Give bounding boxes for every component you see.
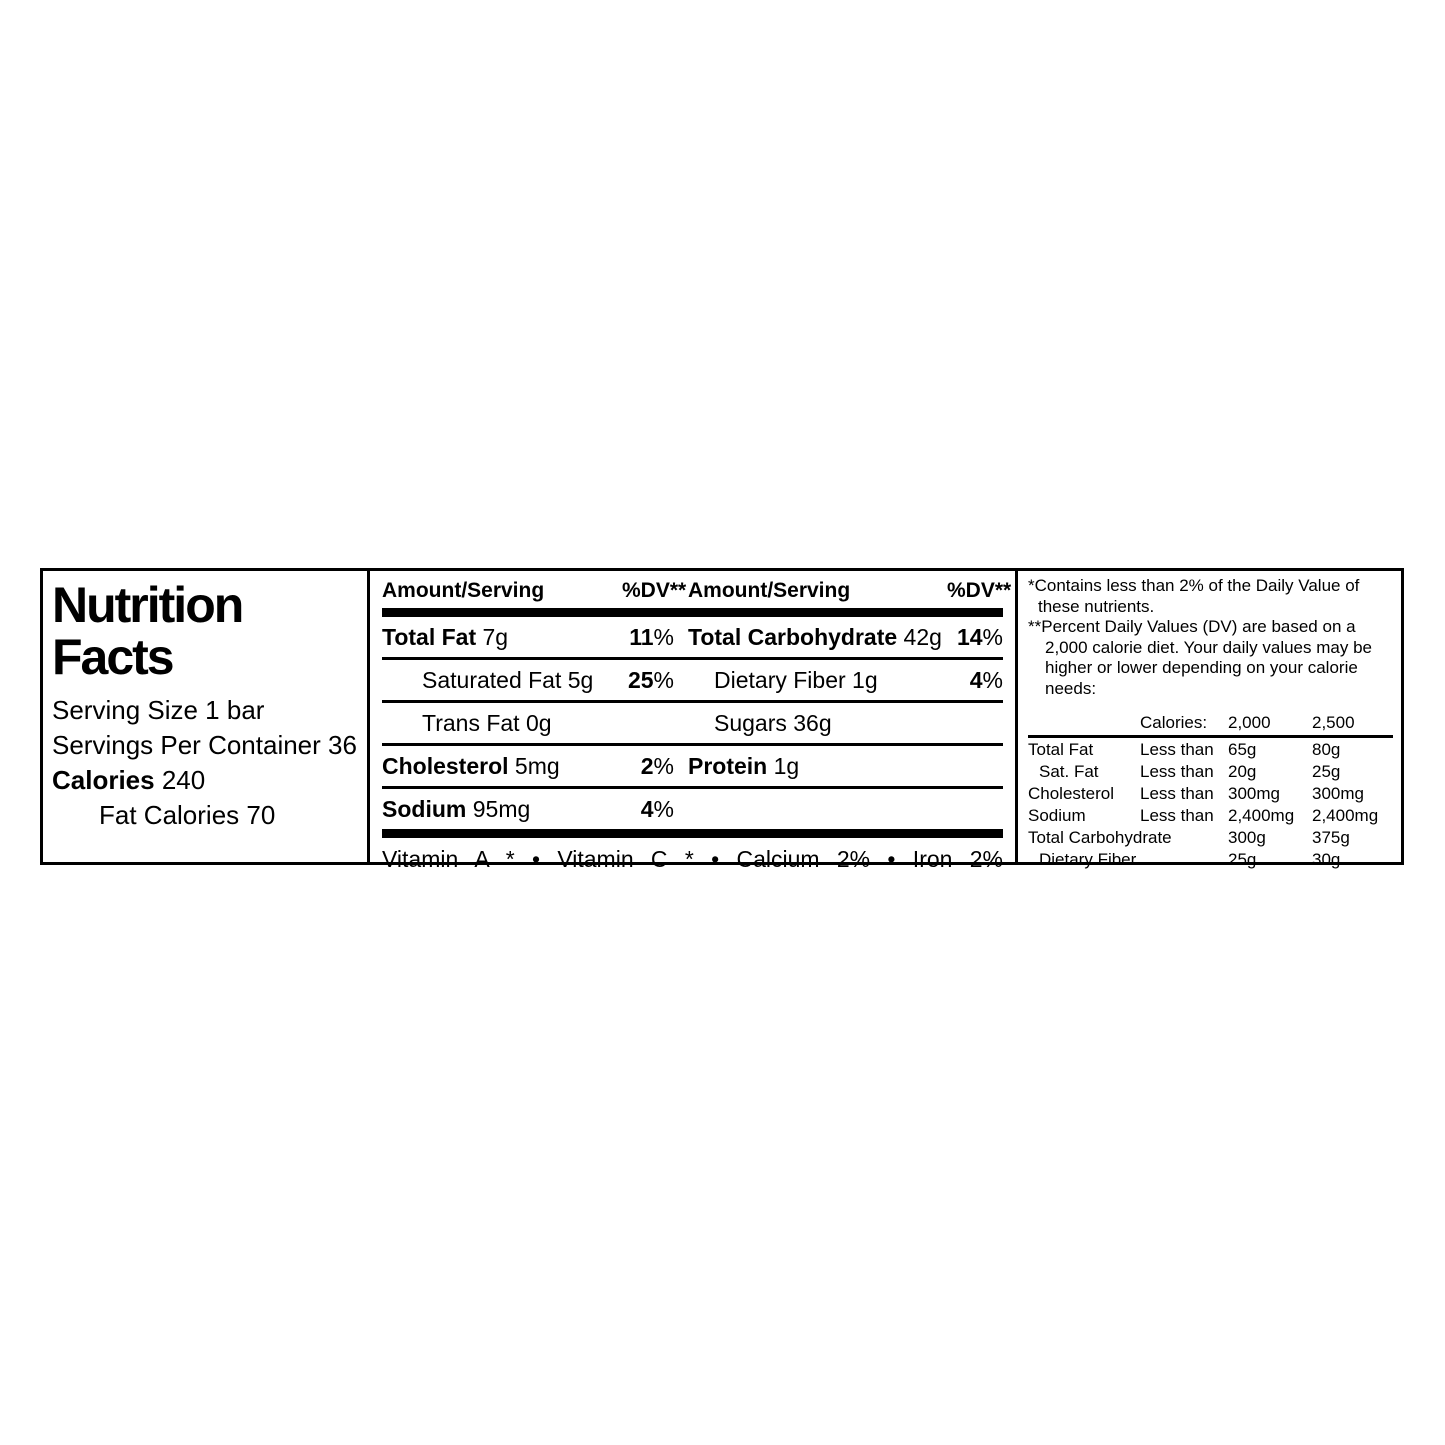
dv-row-qualifier: Less than: [1140, 762, 1214, 781]
col-header-dv-left: %DV**: [622, 579, 687, 602]
col-header-amount-right: Amount/Serving: [688, 579, 851, 602]
dv-row-nutrient: Sat. Fat: [1039, 762, 1099, 781]
daily-values-panel: [1018, 571, 1401, 869]
dv-table-header-rule: [1028, 735, 1393, 738]
dv-empty: [947, 803, 1003, 816]
nutrient-protein: Protein 1g: [688, 753, 800, 779]
serving-size: Serving Size 1 bar: [52, 695, 265, 725]
calories-line: [52, 763, 357, 798]
footer-thick-rule: [382, 829, 1003, 838]
dv-row-qualifier: Less than: [1140, 784, 1214, 803]
nutrient-total-fat: Total Fat 7g: [382, 624, 509, 650]
nutrient-dietary-fiber: Dietary Fiber 1g: [714, 667, 878, 693]
dv-table-header-2000: 2,000: [1228, 713, 1271, 732]
col-header-amount-left: Amount/Serving: [382, 579, 545, 602]
dv-row-2500: 25g: [1312, 762, 1341, 781]
dv-row-nutrient: Sodium: [1028, 806, 1086, 825]
nutrient-saturated-fat: Saturated Fat 5g: [422, 667, 594, 693]
vitamins-line: Vitamin A * • Vitamin C * • Calcium 2% • Iron 2%: [382, 846, 1003, 872]
nutrition-facts-label: [40, 568, 1404, 872]
header-thick-rule: [382, 608, 1003, 617]
servings-per-container: Servings Per Container 36: [52, 730, 357, 760]
dv-sugars: [947, 717, 1003, 730]
dv-saturated-fat: 25%: [627, 667, 674, 693]
nutrient-sugars: Sugars 36g: [714, 710, 832, 736]
dv-cholesterol: 2%: [640, 753, 674, 779]
title-line-2: Facts: [52, 629, 173, 685]
dv-row-qualifier: Less than: [1140, 806, 1214, 825]
col-header-dv-right: %DV**: [947, 579, 1012, 602]
dv-row-2000: 65g: [1228, 740, 1257, 759]
dv-row-2500: 300mg: [1312, 784, 1364, 803]
daily-values-table: [1028, 712, 1393, 871]
dv-row-nutrient: Dietary Fiber: [1039, 850, 1137, 869]
dv-table-header-2500: 2,500: [1312, 713, 1355, 732]
calories-value: 240: [161, 765, 206, 795]
nutrient-total-carbohydrate: Total Carbohydrate 42g: [688, 624, 942, 650]
page-title: [52, 579, 357, 683]
dv-row-2500: 2,400mg: [1312, 806, 1379, 825]
dv-dietary-fiber: 4%: [969, 667, 1003, 693]
nutrients-panel: [370, 571, 1018, 872]
nutrient-trans-fat: Trans Fat 0g: [422, 710, 552, 736]
dv-table-header-calories: Calories:: [1140, 713, 1208, 732]
footnote-contains: *Contains less than 2% of the Daily Value of these nutrients.: [1028, 576, 1360, 616]
dv-row-2000: 20g: [1228, 762, 1257, 781]
fat-calories-line: Fat Calories 70: [99, 800, 276, 830]
title-line-1: Nutrition: [52, 577, 243, 633]
nutrient-empty: [674, 803, 947, 816]
dv-row-2000: 300g: [1228, 828, 1266, 847]
calories-label: Calories: [52, 765, 155, 795]
footnote-marker-2: **: [1028, 617, 1042, 636]
footnote-marker-1: *: [1028, 576, 1035, 595]
footnote-percent-dv: **Percent Daily Values (DV) are based on a 2,000 calorie diet. Your daily values may be higher or lower depending on your calorie needs:: [1028, 617, 1372, 698]
dv-sodium: 4%: [640, 796, 674, 822]
dv-row-nutrient: Total Carbohydrate: [1028, 828, 1172, 847]
dv-protein: [947, 760, 1003, 773]
nutrient-sodium: Sodium 95mg: [382, 796, 531, 822]
dv-row-2000: 2,400mg: [1228, 806, 1295, 825]
dv-row-2000: 300mg: [1228, 784, 1280, 803]
dv-row-2500: 375g: [1312, 828, 1350, 847]
dv-row-nutrient: Total Fat: [1028, 740, 1094, 759]
dv-row-nutrient: Cholesterol: [1028, 784, 1114, 803]
identity-panel: [43, 571, 370, 862]
dv-table-spacer: [1028, 712, 1140, 734]
dv-trans-fat: [622, 717, 674, 730]
dv-row-2500: 80g: [1312, 740, 1341, 759]
nutrients-grid: [370, 571, 1015, 838]
dv-total-carbohydrate: 14%: [956, 624, 1003, 650]
nutrient-cholesterol: Cholesterol 5mg: [382, 753, 560, 779]
dv-row-qualifier: Less than: [1140, 740, 1214, 759]
dv-row-2000: 25g: [1228, 850, 1257, 869]
dv-total-fat: 11%: [629, 624, 674, 650]
dv-row-2500: 30g: [1312, 850, 1341, 869]
